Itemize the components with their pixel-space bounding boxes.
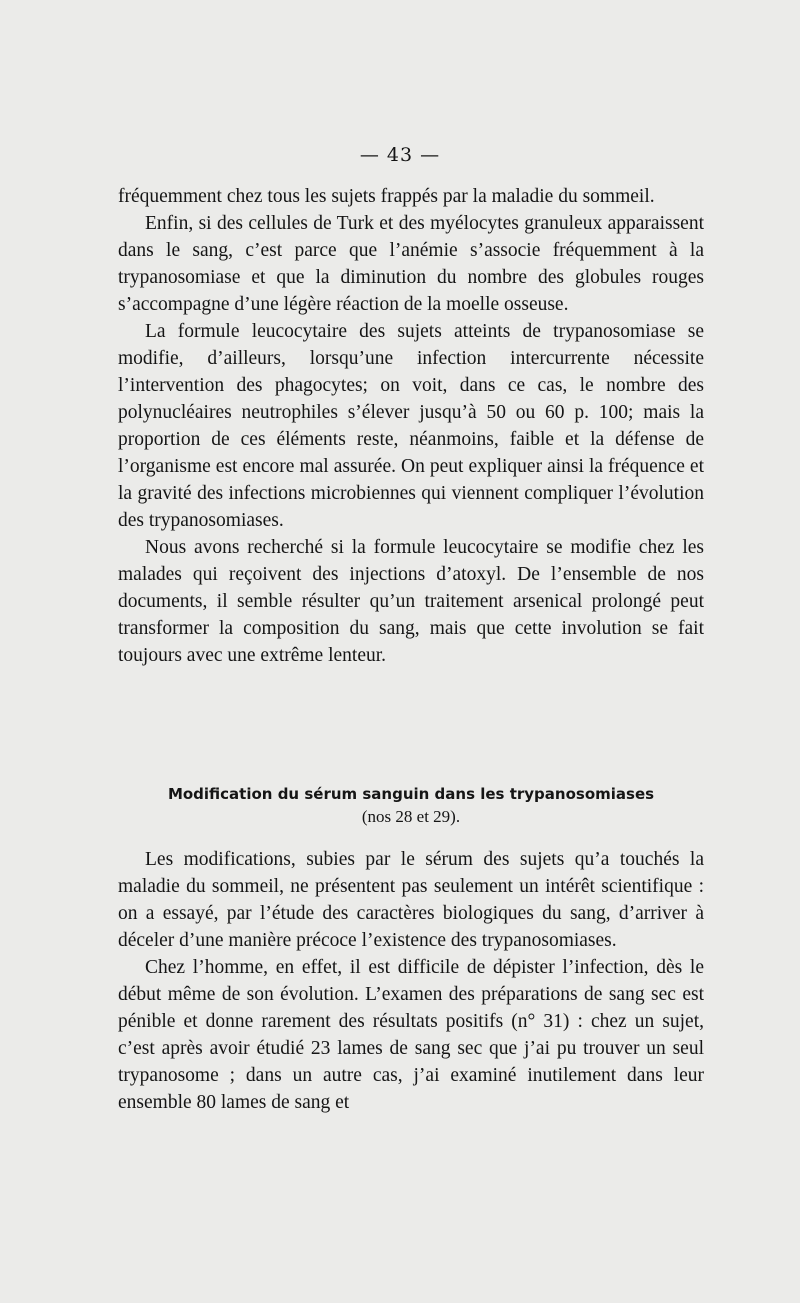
section-heading: Modification du sérum sanguin dans les trypanosomiases xyxy=(167,785,655,803)
page-number: — 43 — xyxy=(359,144,441,166)
paragraph-continuation: fréquemment chez tous les sujets frappés par la maladie du sommeil. xyxy=(118,186,655,207)
section-subheading: (nos 28 et 29). xyxy=(361,807,461,826)
text-block-top xyxy=(118,183,704,669)
paragraph: Enfin, si des cellules de Turk et des myélocytes granuleux apparaissent dans le sang, c’est parce que l’anémie s’associe fréquemment à la trypanosomiase et que la diminution du nombre des globules rouges s’accompagne d’une légère réaction de la moelle osseuse. xyxy=(118,213,704,315)
paragraph: Chez l’homme, en effet, il est difficile de dépister l’infection, dès le début même de son évolution. L’examen des préparations de sang sec est pénible et donne rarement des résultats positifs (n° 31) : chez un sujet, c’est après avoir étudié 23 lames de sang sec que j’ai pu trouver un seul trypanosome ; dans un autre cas, j’ai examiné inutilement dans leur ensemble 80 lames de sang et xyxy=(118,957,704,1113)
paragraph: Nous avons recherché si la formule leucocytaire se modifie chez les malades qui reçoivent des injections d’atoxyl. De l’ensemble de nos documents, il semble résulter qu’un traitement arsenical prolongé peut transformer la composition du sang, mais que cette involution se fait toujours avec une extrême lenteur. xyxy=(118,537,704,666)
text-block-bottom xyxy=(118,846,704,1116)
paragraph: La formule leucocytaire des sujets atteints de trypanosomiase se modifie, d’ailleurs, lorsqu’une infection intercurrente nécessite l’intervention des phagocytes; on voit, dans ce cas, le nombre des polynucléaires neutrophiles s’élever jusqu’à 50 ou 60 p. 100; mais la proportion de ces éléments reste, néanmoins, faible et la défense de l’organisme est encore mal assurée. On peut expliquer ainsi la fréquence et la gravité des infections microbiennes qui viennent compliquer l’évolution des trypanosomiases. xyxy=(118,321,704,531)
paragraph: Les modifications, subies par le sérum des sujets qu’a touchés la maladie du sommeil, ne présentent pas seulement un intérêt scientifique : on a essayé, par l’étude des caractères biologiques du sang, d’arriver à déceler d’une manière précoce l’existence des trypanosomiases. xyxy=(118,849,704,951)
